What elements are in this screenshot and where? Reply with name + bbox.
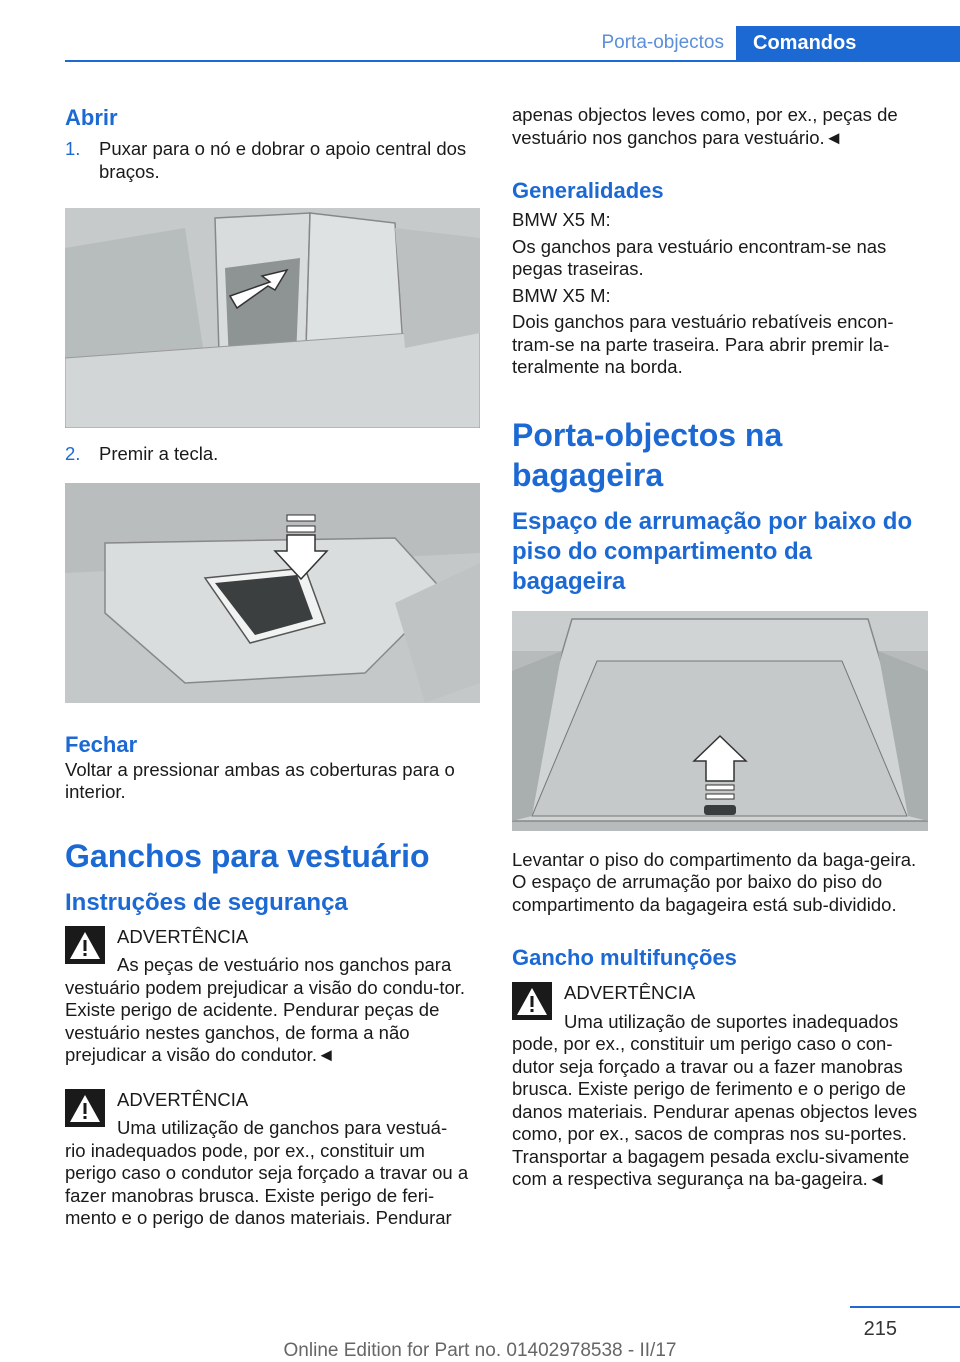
step-2-number: 2. — [65, 443, 81, 464]
warning-1-body: vestuário podem prejudicar a visão do condu-tor. Existe perigo de acidente. Pendurar peças de vestuário nestes ganchos, de forma a não prejudicar a visão do condutor.◄ — [65, 976, 466, 1065]
warning-2 — [65, 1089, 481, 1230]
heading-espaco-arrumacao: Espaço de arrumação por baixo do piso do compartimento da bagageira — [512, 507, 913, 595]
warning-icon — [65, 926, 105, 964]
espaco-text: Levantar o piso do compartimento da baga-geira. O espaço de arrumação por baixo do piso do compartimento da bagageira está sub-dividido. — [512, 848, 917, 915]
step-1-number: 1. — [65, 138, 81, 159]
step-2-text: Premir a tecla. — [99, 443, 219, 464]
header-section-title: Porta-objectos — [601, 32, 724, 53]
armrest-figure — [65, 208, 480, 428]
continued-text: apenas objectos leves como, por ex., peças de vestuário nos ganchos para vestuário.◄ — [512, 104, 898, 148]
heading-generalidades: Generalidades — [512, 178, 664, 203]
step-1-text: Puxar para o nó e dobrar o apoio central dos braços. — [99, 138, 467, 182]
left-column — [65, 104, 481, 1230]
heading-ganchos: Ganchos para vestuário — [65, 837, 430, 874]
fechar-text: Voltar a pressionar ambas as coberturas para o interior. — [65, 758, 455, 802]
heading-porta-objectos-bagageira: Porta-objectos na bagageira — [512, 416, 783, 493]
warning-3-first-line: Uma utilização de suportes inadequados — [564, 1010, 899, 1032]
step-1 — [65, 138, 481, 183]
warning-2-first-line: Uma utilização de ganchos para vestuá- — [117, 1117, 448, 1138]
warning-1-first-line: As peças de vestuário nos ganchos para — [117, 954, 452, 975]
model-label-2: BMW X5 M: — [512, 284, 611, 306]
warning-3-body: pode, por ex., constituir um perigo caso o con-dutor seja forçado a travar ou a fazer manobras brusca. Existe perigo de ferimento e o perigo de danos materiais. Pendurar apenas objectos leves como, por ex., sacos de compras nos su-portes. Transportar a bagagem pesada exclu-sivamente com a respectiva segurança na ba-gageira.◄ — [512, 1033, 918, 1189]
page-number-rule — [850, 1306, 960, 1308]
heading-abrir: Abrir — [65, 105, 118, 130]
button-figure — [65, 483, 480, 703]
warning-1 — [65, 926, 481, 1067]
warning-1-title: ADVERTÊNCIA — [117, 925, 249, 947]
heading-fechar: Fechar — [65, 731, 138, 757]
trunk-figure — [512, 611, 928, 831]
generalidades-text-1: Os ganchos para vestuário encontram-se nas pegas traseiras. — [512, 235, 887, 279]
heading-gancho-multifuncoes: Gancho multifunções — [512, 945, 737, 970]
step-2 — [65, 443, 481, 466]
trunk-illustration — [512, 611, 928, 831]
warning-2-body: rio inadequados pode, por ex., constituir um perigo caso o condutor seja forçado a travar ou a fazer manobras brusca. Existe perigo de feri-mento e o perigo de danos materiais. Pendurar — [65, 1139, 469, 1228]
heading-instrucoes: Instruções de segurança — [65, 888, 348, 916]
page-number: 215 — [863, 1318, 897, 1340]
warning-3-title: ADVERTÊNCIA — [564, 982, 696, 1003]
warning-icon — [512, 982, 552, 1020]
header-chapter-tab: Comandos — [736, 26, 960, 62]
edition-footer: Online Edition for Part no. 01402978538 - II/17 — [283, 1340, 677, 1361]
warning-icon — [65, 1089, 105, 1127]
generalidades-text-2: Dois ganchos para vestuário rebatíveis encon-tram-se na parte traseira. Para abrir premir la-teralmente na borda. — [512, 311, 894, 377]
warning-2-title: ADVERTÊNCIA — [117, 1088, 249, 1110]
right-column — [512, 104, 928, 1191]
button-illustration — [65, 483, 480, 703]
model-label-1: BMW X5 M: — [512, 209, 611, 230]
header-rule — [65, 60, 960, 62]
armrest-illustration — [65, 208, 480, 428]
warning-3 — [512, 982, 928, 1191]
